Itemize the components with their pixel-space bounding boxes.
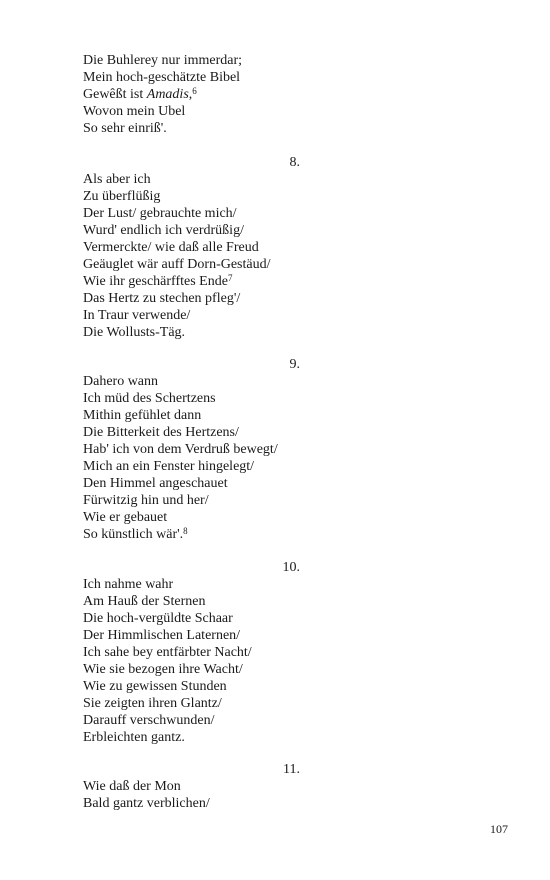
poem-line: Hab' ich von dem Verdruß bewegt/	[83, 442, 278, 457]
stanza-number: 10.	[282, 560, 300, 575]
poem-line: Vermerckte/ wie daß alle Freud	[83, 240, 259, 255]
poem-line: Ich sahe bey entfärbter Nacht/	[83, 645, 252, 660]
poem-line: Darauff verschwunden/	[83, 713, 215, 728]
poem-line: Ich müd des Schertzens	[83, 391, 216, 406]
poem-line: Die hoch-vergüldte Schaar	[83, 611, 233, 626]
stanza-number: 11.	[283, 762, 300, 777]
footnote-marker[interactable]: 7	[227, 273, 233, 283]
poem-line: Geäuglet wär auff Dorn-Gestäud/	[83, 257, 271, 272]
poem-line	[83, 86, 197, 103]
italic-title: Amadis	[146, 87, 189, 102]
poem-line: Wovon mein Ubel	[83, 104, 186, 119]
poem-line: Am Hauß der Sternen	[83, 594, 206, 609]
poem-line: Dahero wann	[83, 374, 159, 389]
poem-line: Ich nahme wahr	[83, 577, 174, 592]
page-number: 107	[490, 822, 508, 836]
stanza-number: 8.	[289, 155, 300, 170]
poem-line: Erbleichten gantz.	[83, 730, 185, 745]
line-text: Gewêßt ist	[83, 87, 147, 102]
poem-line: Der Lust/ gebrauchte mich/	[83, 206, 237, 221]
poem-line: Bald gantz verblichen/	[83, 796, 210, 811]
footnote-marker[interactable]: 8	[183, 526, 188, 536]
line-text: Wie ihr geschärfftes Ende	[83, 274, 228, 289]
poem-line: Die Wollusts-Täg.	[83, 325, 186, 340]
line-punct: ,	[188, 87, 193, 102]
poem-line: Mithin gefühlet dann	[83, 408, 202, 423]
poem-line: So sehr einriß'.	[83, 121, 167, 136]
footnote-marker[interactable]: 6	[192, 86, 197, 96]
poem-line: Zu überflüßig	[83, 189, 161, 204]
line-text: So künstlich wär'.	[83, 527, 184, 542]
poem-line: Mein hoch-geschätzte Bibel	[83, 70, 241, 85]
poem-line: In Traur verwende/	[83, 308, 191, 323]
poem-line: Wurd' endlich ich verdrüßig/	[83, 223, 244, 238]
poem-line: Fürwitzig hin und her/	[83, 493, 209, 508]
poem-line: Wie daß der Mon	[83, 779, 181, 794]
poem-line: Das Hertz zu stechen pfleg'/	[83, 291, 241, 306]
poem-line: Die Buhlerey nur immerdar;	[83, 53, 243, 68]
poem-line: Die Bitterkeit des Hertzens/	[83, 425, 239, 440]
poem-line	[83, 526, 188, 543]
poem-line: Den Himmel angeschauet	[83, 476, 228, 491]
poem-line: Wie zu gewissen Stunden	[83, 679, 227, 694]
poem-line: Als aber ich	[83, 172, 151, 187]
poem-line: Wie er gebauet	[83, 510, 168, 525]
poem-line: Mich an ein Fenster hingelegt/	[83, 459, 255, 474]
poem-line: Der Himmlischen Laternen/	[83, 628, 241, 643]
poem-line: Sie zeigten ihren Glantz/	[83, 696, 222, 711]
poem-line	[83, 273, 232, 290]
poem-line: Wie sie bezogen ihre Wacht/	[83, 662, 243, 677]
stanza-number: 9.	[289, 357, 300, 372]
